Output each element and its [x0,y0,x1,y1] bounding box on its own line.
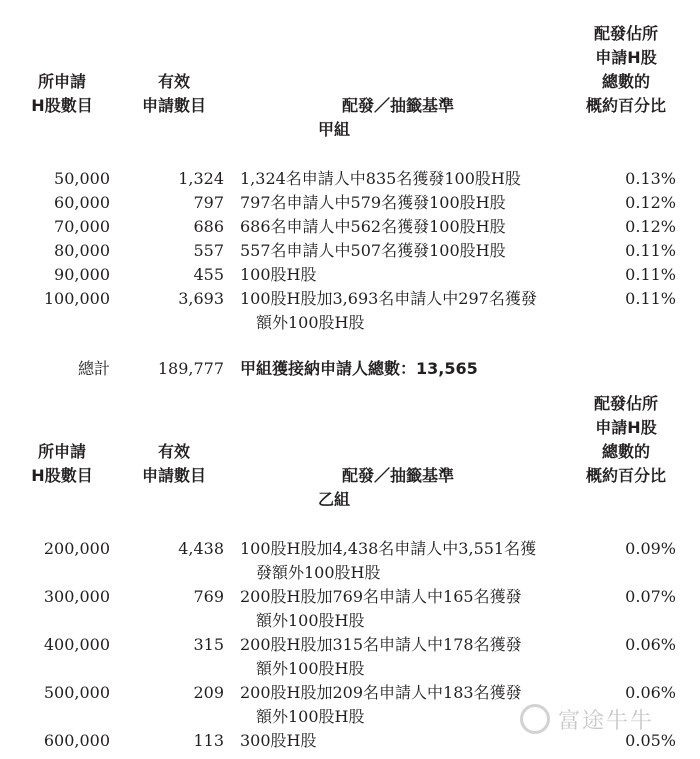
total-label: 總計 [77,359,110,378]
row-applications: 797 [193,193,224,212]
total-value: 189,777 [157,359,224,378]
row-basis-line: 200股H股加315名申請人中178名獲發 [240,635,522,654]
row-shares: 50,000 [54,169,110,188]
futu-logo-icon [520,704,550,734]
header-basis-b: 配發／抽籤基準 [341,466,454,485]
row-basis-line: 額外100股H股 [256,611,365,630]
row-applications: 455 [193,265,224,284]
header-pct-a: 配發佔所 申請H股 總數的 概約百分比 [585,24,666,115]
row-applications: 209 [193,683,224,702]
header-shares-a: 所申請 H股數目 [31,72,93,115]
row-percentage: 0.12% [625,193,676,212]
row-basis-line: 100股H股加3,693名申請人中297名獲發 [240,289,537,308]
row-shares: 400,000 [43,635,110,654]
total-accepted-text: 甲組獲接納申請人總數：13,565 [240,359,478,378]
row-basis-line: 1,324名申請人中835名獲發100股H股 [240,169,521,188]
row-applications: 315 [193,635,224,654]
row-shares: 100,000 [43,289,110,308]
row-basis-line: 797名申請人中579名獲發100股H股 [240,193,506,212]
row-applications: 113 [193,731,224,750]
row-percentage: 0.06% [625,635,676,654]
row-percentage: 0.11% [625,265,676,284]
row-percentage: 0.12% [625,217,676,236]
row-applications: 4,438 [178,539,224,558]
row-basis-line: 100股H股加4,438名申請人中3,551名獲 [240,539,537,558]
group-a-label: 甲組 [318,120,351,139]
row-percentage: 0.05% [625,731,676,750]
row-shares: 60,000 [54,193,110,212]
row-applications: 686 [193,217,224,236]
header-applications-a: 有效 申請數目 [141,72,206,115]
row-percentage: 0.07% [625,587,676,606]
row-shares: 70,000 [54,217,110,236]
row-percentage: 0.11% [625,241,676,260]
watermark-text: 富途牛牛 [558,709,655,734]
row-basis-line: 300股H股 [240,731,317,750]
row-percentage: 0.09% [625,539,676,558]
row-shares: 90,000 [54,265,110,284]
header-shares-b: 所申請 H股數目 [31,442,93,485]
header-pct-b: 配發佔所 申請H股 總數的 概約百分比 [585,394,666,485]
header-applications-b: 有效 申請數目 [141,442,206,485]
row-basis-line: 額外100股H股 [256,659,365,678]
row-basis-line: 200股H股加209名申請人中183名獲發 [240,683,522,702]
row-shares: 600,000 [43,731,110,750]
row-basis-line: 額外100股H股 [256,707,365,726]
row-shares: 500,000 [43,683,110,702]
row-basis-line: 686名申請人中562名獲發100股H股 [240,217,506,236]
row-applications: 3,693 [178,289,224,308]
watermark [520,700,690,740]
row-percentage: 0.13% [625,169,676,188]
row-basis-line: 200股H股加769名申請人中165名獲發 [240,587,522,606]
row-applications: 769 [193,587,224,606]
row-percentage: 0.06% [625,683,676,702]
row-applications: 557 [193,241,224,260]
row-applications: 1,324 [178,169,224,188]
group-b-label: 乙組 [318,490,351,509]
row-percentage: 0.11% [625,289,676,308]
row-shares: 300,000 [43,587,110,606]
header-basis-a: 配發／抽籤基準 [341,96,454,115]
row-shares: 200,000 [43,539,110,558]
row-basis-line: 100股H股 [240,265,317,284]
row-basis-line: 發額外100股H股 [256,563,381,582]
row-basis-line: 額外100股H股 [256,313,365,332]
row-basis-line: 557名申請人中507名獲發100股H股 [240,241,506,260]
row-shares: 80,000 [54,241,110,260]
